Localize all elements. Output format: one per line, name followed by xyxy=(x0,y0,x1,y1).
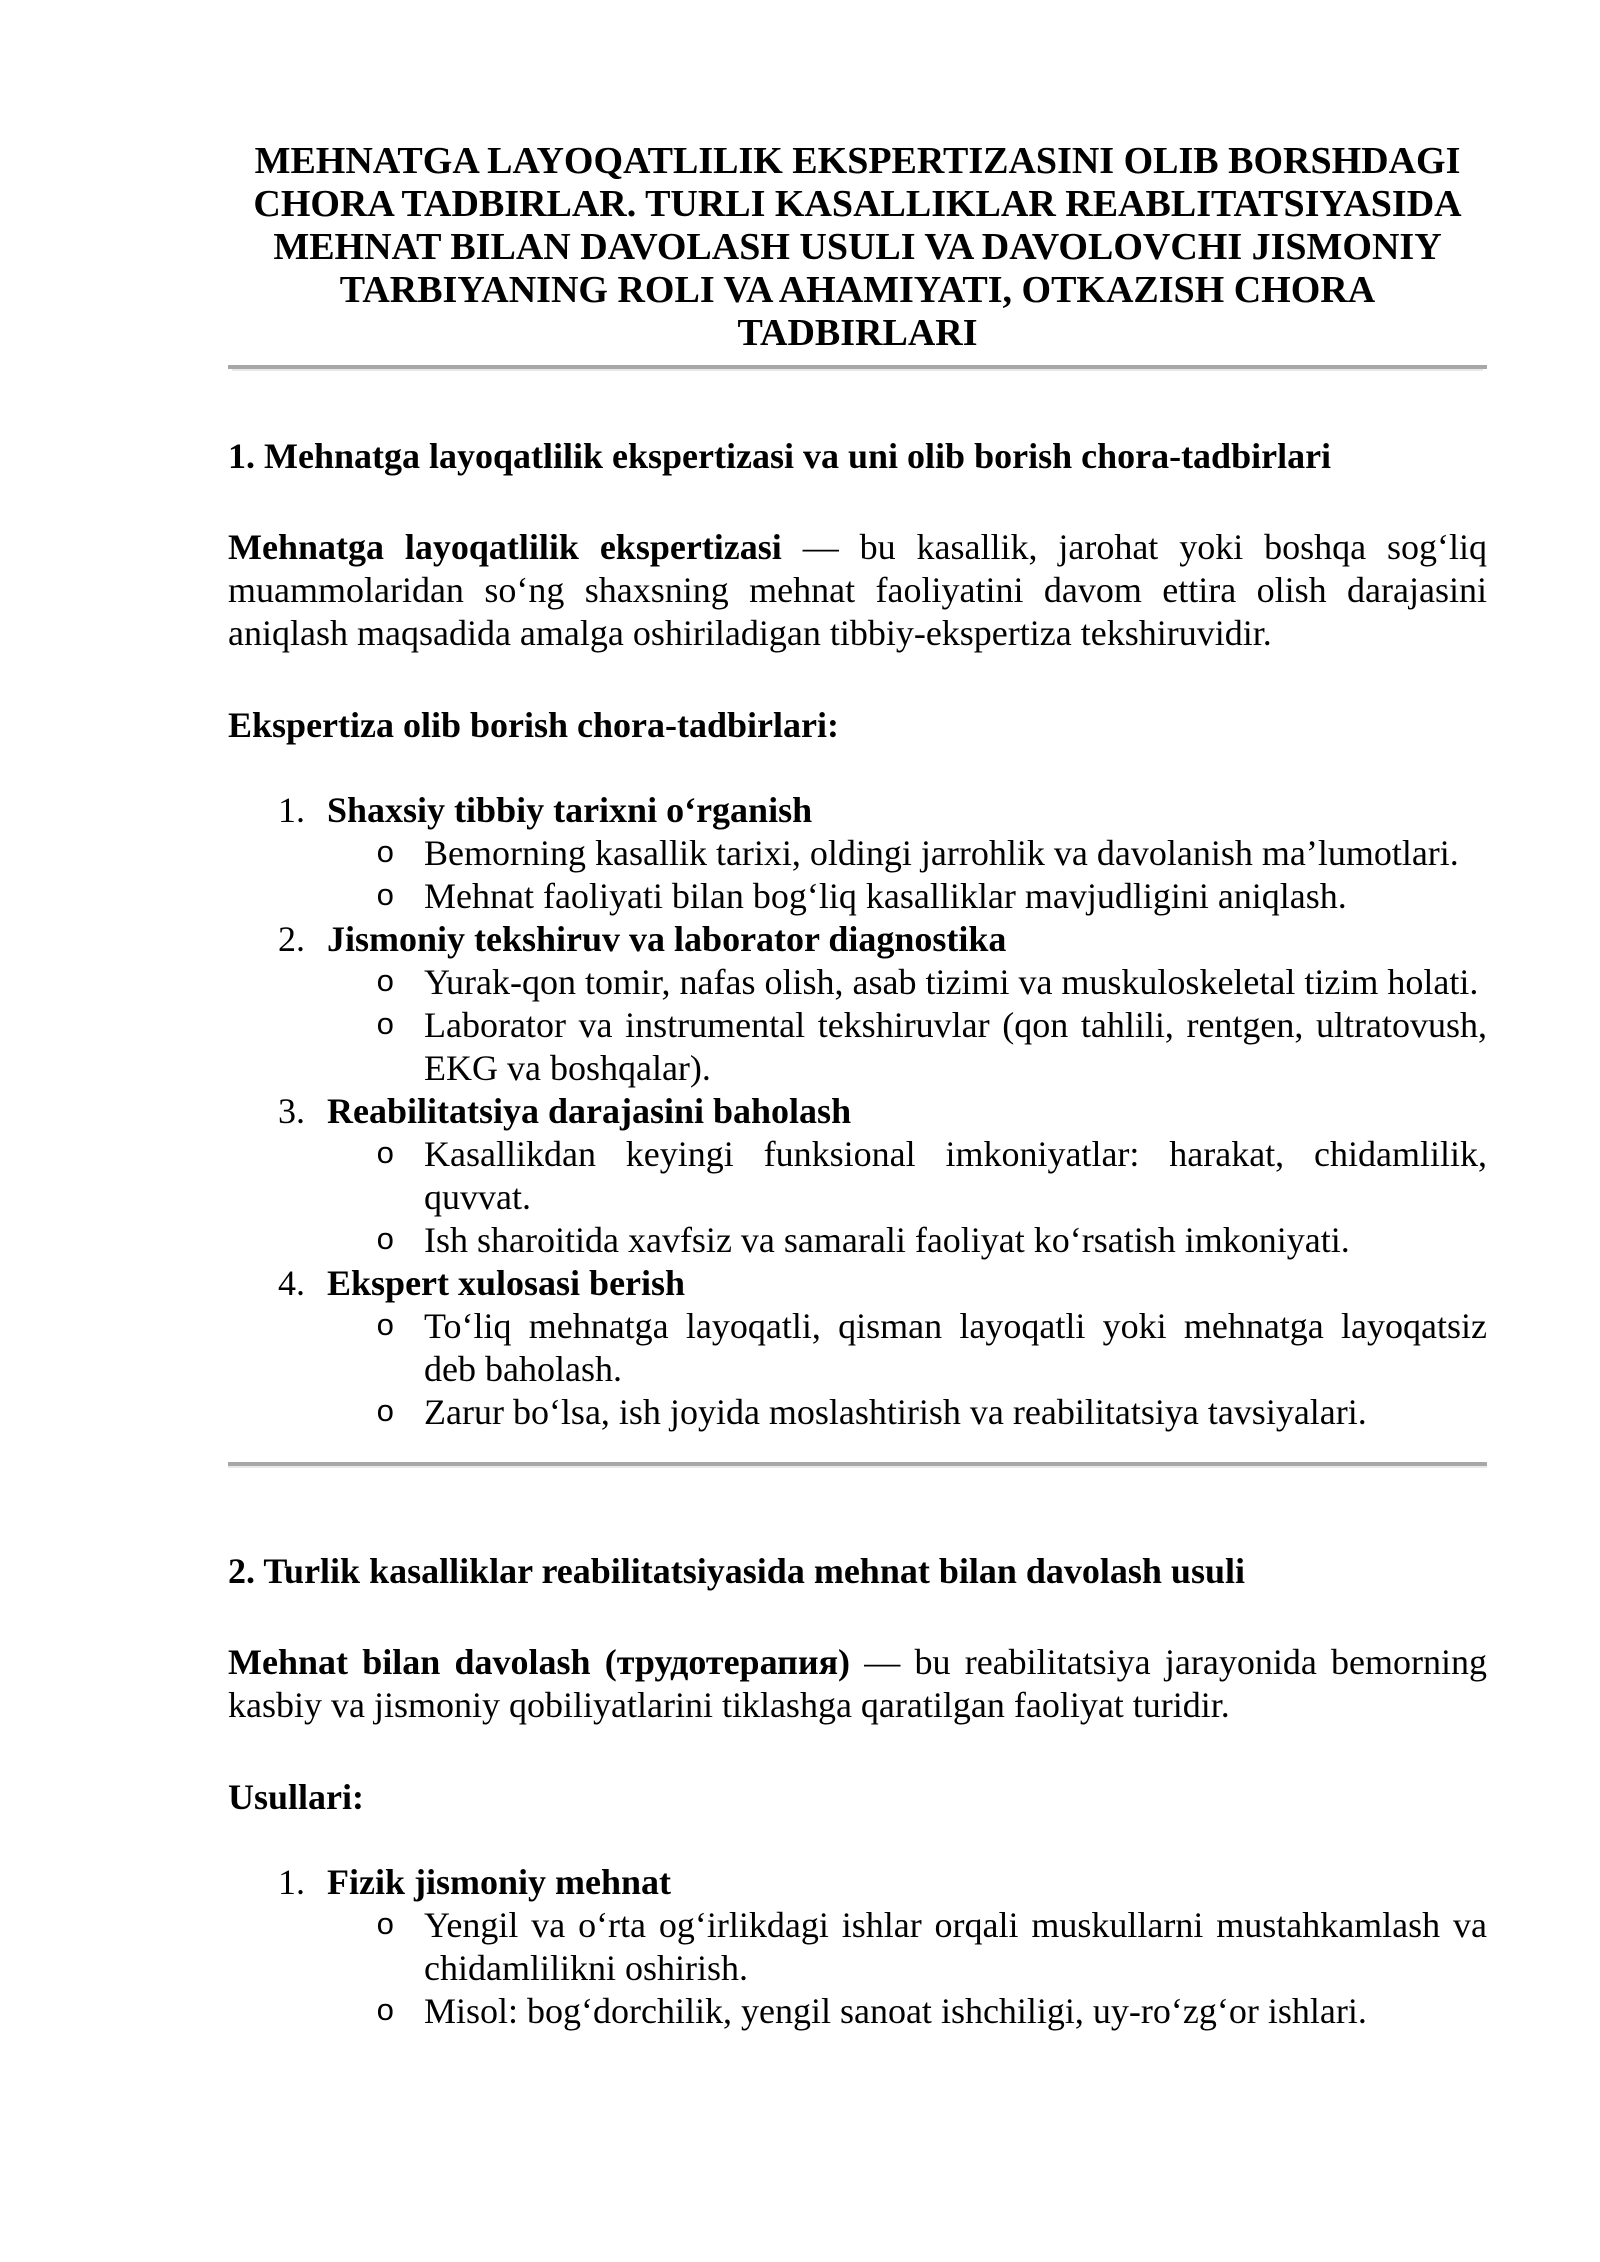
circle-bullet-marker: o xyxy=(376,1995,395,2030)
list-subitem xyxy=(228,1990,1487,2033)
list-subitem xyxy=(228,961,1487,1004)
list-item xyxy=(228,1861,1487,1904)
document-content xyxy=(228,0,1487,2033)
list-subitem-text: Misol: bog‘dorchilik, yengil sanoat ishchiligi, uy-ro‘zg‘or ishlari. xyxy=(424,1991,1367,2031)
list-item-number: 1. xyxy=(278,790,305,830)
list-subitem xyxy=(228,875,1487,918)
list-subitem-text: Ish sharoitida xavfsiz va samarali faoliyat ko‘rsatish imkoniyati. xyxy=(424,1220,1350,1260)
circle-bullet-marker: o xyxy=(376,1310,395,1345)
list-item-label: Jismoniy tekshiruv va laborator diagnostika xyxy=(327,919,1007,959)
list-item-label: Fizik jismoniy mehnat xyxy=(327,1862,672,1902)
section-2-subheading: Usullari: xyxy=(228,1777,365,1817)
document-title: MEHNATGA LAYOQATLILIK EKSPERTIZASINI OLIB BORSHDAGI CHORA TADBIRLAR. TURLI KASALLIKLAR REABLITATSIYASIDA MEHNAT BILAN DAVOLASH USULI VA DAVOLOVCHI JISMONIY TARBIYANING ROLI VA AHAMIYATI, OTKAZISH CHORA TADBIRLARI xyxy=(228,0,1487,369)
section-2-intro-text: — bu reabilitatsiya jarayonida bemorning kasbiy va jismoniy qobiliyatlarini tiklashga qaratilgan faoliyat turidir. xyxy=(228,1642,1488,1725)
list-subitem-text: Bemorning kasallik tarixi, oldingi jarrohlik va davolanish ma’lumotlari. xyxy=(424,833,1459,873)
circle-bullet-marker: o xyxy=(376,966,395,1001)
section-1-heading: 1. Mehnatga layoqatlilik ekspertizasi va uni olib borish chora-tadbirlari xyxy=(228,436,1332,476)
circle-bullet-marker: o xyxy=(376,1396,395,1431)
horizontal-rule xyxy=(228,1462,1487,1468)
list-subitem-text: Zarur bo‘lsa, ish joyida moslashtirish va reabilitatsiya tavsiyalari. xyxy=(424,1392,1367,1432)
list-item-label: Reabilitatsiya darajasini baholash xyxy=(327,1091,852,1131)
section-2-intro-paragraph xyxy=(228,1641,1487,1727)
list-subitem-text: To‘liq mehnatga layoqatli, qisman layoqatli yoki mehnatga layoqatsiz deb baholash. xyxy=(424,1306,1487,1389)
list-subitem-text: Mehnat faoliyati bilan bog‘liq kasalliklar mavjudligini aniqlash. xyxy=(424,876,1347,916)
list-item-label: Shaxsiy tibbiy tarixni o‘rganish xyxy=(327,790,813,830)
circle-bullet-marker: o xyxy=(376,1009,395,1044)
section-1-subheading: Ekspertiza olib borish chora-tadbirlari: xyxy=(228,705,839,745)
circle-bullet-marker: o xyxy=(376,1224,395,1259)
list-subitem xyxy=(228,1133,1487,1219)
section-1-intro-text: — bu kasallik, jarohat yoki boshqa sog‘liq muammolaridan so‘ng shaxsning mehnat faoliyatini davom ettira olish darajasini aniqlash maqsadida amalga oshiriladigan tibbiy-ekspertiza tekshiruvidir. xyxy=(228,527,1487,653)
circle-bullet-marker: o xyxy=(376,1909,395,1944)
list-subitem-text: Laborator va instrumental tekshiruvlar (qon tahlili, rentgen, ultratovush, EKG va boshqalar). xyxy=(424,1005,1487,1088)
list-item xyxy=(228,1262,1487,1305)
list-subitem xyxy=(228,1391,1487,1434)
list-subitem xyxy=(228,1004,1487,1090)
list-subitem xyxy=(228,1305,1487,1391)
section-2-heading: 2. Turlik kasalliklar reabilitatsiyasida mehnat bilan davolash usuli xyxy=(228,1551,1245,1591)
list-item-number: 4. xyxy=(278,1263,305,1303)
section-1-intro-paragraph xyxy=(228,526,1487,655)
list-item xyxy=(228,1090,1487,1133)
section-1-intro-term: Mehnatga layoqatlilik ekspertizasi xyxy=(228,527,782,567)
list-item-number: 1. xyxy=(278,1862,305,1902)
circle-bullet-marker: o xyxy=(376,1138,395,1173)
list-item xyxy=(228,918,1487,961)
list-subitem-text: Yengil va o‘rta og‘irlikdagi ishlar orqali muskullarni mustahkamlash va chidamlilikni oshirish. xyxy=(424,1905,1487,1988)
list-subitem-text: Kasallikdan keyingi funksional imkoniyatlar: harakat, chidamlilik, quvvat. xyxy=(424,1134,1487,1217)
list-item-label: Ekspert xulosasi berish xyxy=(327,1263,686,1303)
list-item-number: 2. xyxy=(278,919,305,959)
circle-bullet-marker: o xyxy=(376,880,395,915)
list-item xyxy=(228,789,1487,832)
section-2-list xyxy=(228,1861,1487,2033)
list-item-number: 3. xyxy=(278,1091,305,1131)
circle-bullet-marker: o xyxy=(376,837,395,872)
list-subitem xyxy=(228,1219,1487,1262)
section-1-list xyxy=(228,789,1487,1434)
list-subitem xyxy=(228,832,1487,875)
list-subitem-text: Yurak-qon tomir, nafas olish, asab tizimi va muskuloskeletal tizim holati. xyxy=(424,962,1479,1002)
list-subitem xyxy=(228,1904,1487,1990)
section-2-intro-term: Mehnat bilan davolash (трудотерапия) xyxy=(228,1642,851,1682)
